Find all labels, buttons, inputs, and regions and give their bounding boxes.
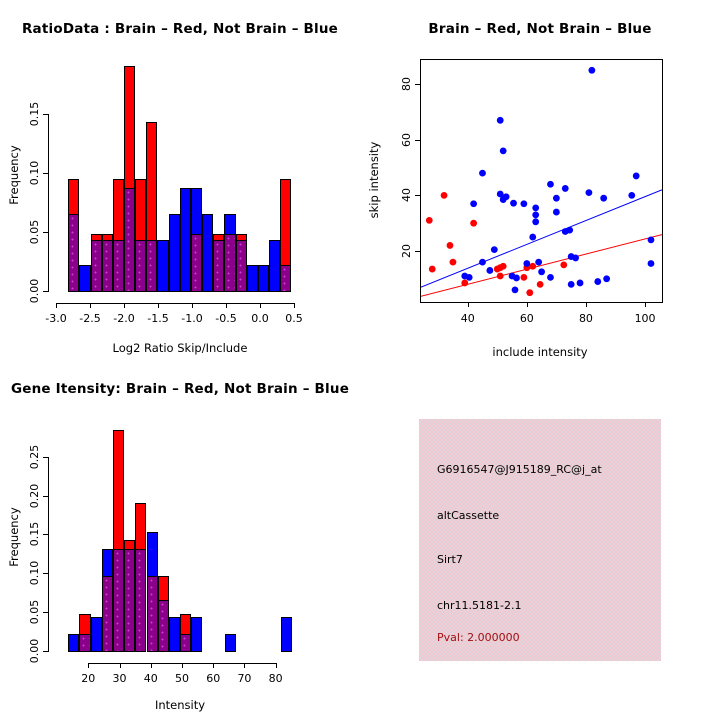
y-tick [43,457,48,458]
histogram-bar-overlap [224,234,235,292]
y-tick [43,232,48,233]
x-tick [158,304,159,308]
scatter-point-blue [633,173,640,180]
histogram-bar-overlap [91,240,102,292]
histogram-bar [91,617,102,652]
histogram-bar-overlap [102,576,113,652]
scatter-point-blue [538,268,545,275]
y-tick [415,251,420,252]
intensity-scatter-title: Brain – Red, Not Brain – Blue [428,21,652,37]
x-tick [226,304,227,308]
x-tick-label: 40 [143,672,158,685]
ratio-histogram-plot [0,0,360,360]
scatter-point-red [497,273,504,280]
histogram-bar-overlap [113,240,124,292]
intensity-scatter-ylabel: skip intensity [367,141,381,219]
scatter-point-blue [547,274,554,281]
x-tick [645,303,646,307]
x-tick-label: -2.5 [79,312,101,325]
histogram-bar-overlap [158,600,169,652]
scatter-point-red [429,266,436,273]
scatter-point-red [441,192,448,199]
scatter-point-blue [648,236,655,243]
gene-histogram-panel [0,360,360,720]
histogram-bar-overlap [147,576,158,652]
y-tick-label: 0.25 [28,444,41,469]
histogram-bar-overlap [146,240,157,292]
scatter-point-blue [512,287,519,294]
histogram-bar-overlap [113,549,124,652]
intensity-scatter-plot [360,0,720,360]
y-tick-label: 0.10 [28,561,41,586]
y-tick-label: 0.05 [28,219,41,245]
histogram-bar-overlap [124,549,135,652]
scatter-point-blue [603,275,610,282]
histogram-bar [202,214,213,292]
scatter-point-red [470,220,477,227]
y-tick [43,291,48,292]
scatter-point-blue [503,193,510,200]
gene-info-panel [360,360,720,720]
x-tick [213,664,214,668]
x-tick-label: 40 [460,312,475,325]
y-axis-line [48,457,49,652]
scatter-point-blue [562,185,569,192]
x-tick [276,664,277,668]
gene-histogram-title: Gene Itensity: Brain – Red, Not Brain – Blue [10,381,350,397]
scatter-point-blue [513,275,520,282]
gene-histogram-xlabel: Intensity [154,698,206,712]
y-tick-label: 0.20 [28,483,41,508]
scatter-point-blue [466,274,473,281]
y-axis-line [48,114,49,292]
x-tick-label: -0.5 [215,312,237,325]
x-tick-label: 20 [81,672,96,685]
y-tick-label: 0.05 [28,599,41,625]
x-tick-label: -3.0 [45,312,67,325]
histogram-bar-overlap [280,265,291,292]
scatter-plot-box [420,59,663,303]
scatter-point-red [500,263,507,270]
intensity-scatter-panel [360,0,720,360]
scatter-point-red [529,263,536,270]
histogram-bar [225,634,236,652]
histogram-bar-overlap [68,214,79,292]
x-tick [244,664,245,668]
scatter-point-blue [479,259,486,266]
x-tick-label: 60 [206,672,221,685]
scatter-point-blue [586,189,593,196]
scatter-point-blue [628,192,635,199]
y-tick [43,612,48,613]
histogram-bar-overlap [124,188,135,292]
scatter-point-blue [486,267,493,274]
histogram-bar-overlap [213,240,224,292]
y-tick [43,651,48,652]
x-tick-label: 60 [519,312,534,325]
scatter-point-blue [479,170,486,177]
x-tick-label: 30 [112,672,127,685]
scatter-point-blue [568,281,575,288]
y-tick-label: 60 [400,132,413,147]
histogram-bar-overlap [180,634,191,652]
scatter-point-red [426,217,433,224]
x-tick [260,304,261,308]
y-tick-label: 0.00 [28,638,41,664]
scatter-point-blue [572,255,579,262]
histogram-bar [281,617,292,652]
scatter-point-blue [588,67,595,74]
ratio-histogram-ylabel: Frequency [7,145,21,205]
scatter-point-blue [553,195,560,202]
scatter-point-blue [594,278,601,285]
y-tick [43,573,48,574]
scatter-point-blue [532,218,539,225]
histogram-bar [191,617,202,652]
y-tick-label: 0.15 [28,522,41,547]
scatter-point-blue [532,211,539,218]
scatter-point-blue [600,195,607,202]
scatter-point-blue [529,234,536,241]
scatter-point-red [526,289,533,296]
scatter-point-blue [532,204,539,211]
histogram-bar [169,214,180,292]
x-tick [56,304,57,308]
x-tick [468,303,469,307]
scatter-point-blue [470,200,477,207]
y-tick-label: 80 [400,77,413,92]
x-tick-label: -2.0 [113,312,135,325]
scatter-point-blue [547,181,554,188]
ratio-histogram-title: RatioData : Brain – Red, Not Brain – Blue [21,21,339,37]
scatter-point-blue [648,260,655,267]
x-tick-label: 80 [268,672,283,685]
histogram-bar-overlap [102,240,113,292]
x-tick [586,303,587,307]
y-tick-label: 40 [400,188,413,203]
histogram-bar [68,634,79,652]
scatter-point-blue [491,246,498,253]
histogram-bar-overlap [236,240,247,292]
x-tick [88,664,89,668]
scatter-point-blue [497,117,504,124]
event-type-text: altCassette [437,509,500,522]
y-tick-label: 0.10 [28,160,41,186]
x-tick-label: -1.0 [181,312,203,325]
x-tick [192,304,193,308]
y-tick-label: 0.15 [28,101,41,126]
scatter-point-red [447,242,454,249]
histogram-bar [258,265,269,292]
x-tick [182,664,183,668]
y-tick [43,114,48,115]
scatter-point-blue [520,200,527,207]
histogram-bar-overlap [135,240,146,292]
y-tick [43,173,48,174]
x-tick-label: 0.0 [251,312,269,325]
scatter-point-red [537,281,544,288]
scatter-point-blue [577,280,584,287]
x-tick-label: 70 [237,672,252,685]
histogram-bar [157,240,168,292]
x-tick-label: -1.5 [147,312,169,325]
gene-name-text: Sirt7 [437,553,463,566]
scatter-point-red [560,261,567,268]
histogram-bar [247,265,258,292]
x-tick [124,304,125,308]
gene-histogram-plot [0,360,360,720]
scatter-point-red [461,280,468,287]
x-tick [294,304,295,308]
ratio-histogram-xlabel: Log2 Ratio Skip/Include [112,341,248,355]
x-tick [90,304,91,308]
probe-id-text: G6916547@J915189_RC@j_at [437,463,602,476]
scatter-point-blue [523,260,530,267]
x-tick [120,664,121,668]
histogram-bar [79,265,90,292]
scatter-point-blue [535,259,542,266]
y-tick [415,140,420,141]
x-tick-label: 50 [174,672,189,685]
histogram-bar-overlap [191,234,202,292]
x-tick-label: 100 [634,312,656,325]
y-tick-label: 0.00 [28,278,41,304]
chromosome-location-text: chr11.5181-2.1 [437,599,522,612]
scatter-point-blue [553,209,560,216]
histogram-bar [269,240,280,292]
scatter-point-blue [500,148,507,155]
y-tick [43,496,48,497]
x-tick-label: 0.5 [285,312,303,325]
gene-info-box [419,419,661,661]
pval-text: Pval: 2.000000 [437,631,520,644]
histogram-bar-overlap [79,634,90,652]
scatter-point-red [520,274,527,281]
x-tick-label: 80 [578,312,593,325]
scatter-point-red [450,259,457,266]
ratio-histogram-panel [0,0,360,360]
histogram-bar [169,617,180,652]
x-tick [151,664,152,668]
intensity-scatter-xlabel: include intensity [492,345,588,359]
y-tick [43,534,48,535]
scatter-point-blue [566,227,573,234]
histogram-bar-overlap [135,549,146,652]
y-tick [415,195,420,196]
gene-histogram-ylabel: Frequency [7,507,21,567]
scatter-point-blue [510,200,517,207]
y-tick [415,84,420,85]
histogram-bar [180,188,191,292]
y-tick-label: 20 [400,243,413,258]
x-tick [527,303,528,307]
